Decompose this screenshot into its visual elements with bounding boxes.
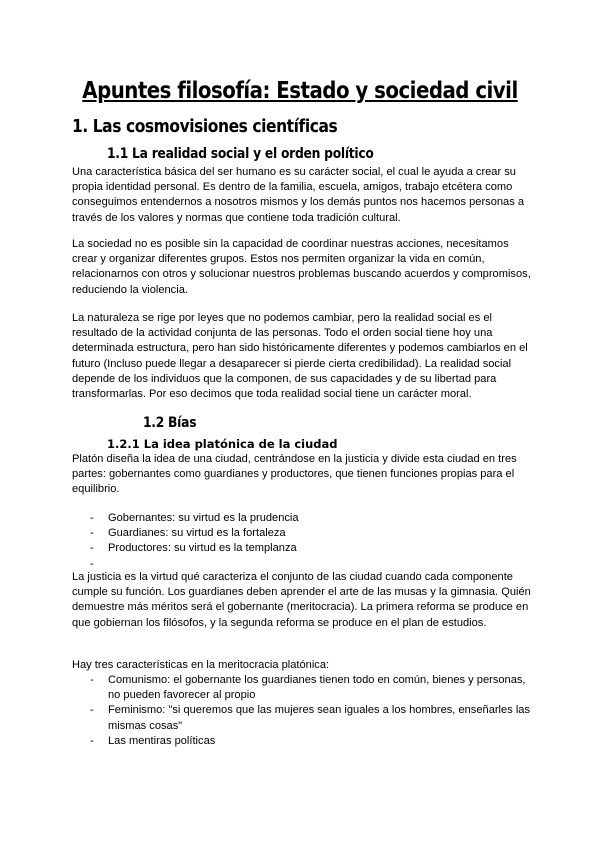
list-item: - Gobernantes: su virtud es la prudencia bbox=[72, 511, 532, 526]
paragraph-platon-ciudad: Platón diseña la idea de una ciudad, centrándose en la justicia y divide esta ciudad en tres partes: gobernantes como guardianes y productores, que tienen funciones propias para el equilibrio. bbox=[72, 453, 517, 496]
paragraph-meritocracia-intro: Hay tres características en la meritocracia platónica: bbox=[72, 659, 330, 671]
paragraph-coordinacion: La sociedad no es posible sin la capacidad de coordinar nuestras acciones, necesitamos crear y organizar diferentes grupos. Estos nos permiten organizar la vida en común, relacionarnos con otros y solucionar nuestros problemas buscando acuerdos y compromisos, reduciendo la violencia. bbox=[72, 238, 531, 296]
paragraph-caracter-social: Una característica básica del ser humano es su carácter social, el cual le ayuda a crear su propia identidad personal. Es dentro de la familia, escuela, amigos, trabajo etcétera como conseguimos entendernos a nosotros mismos y los demás puntos nos hacemos personas a través de los valores y normas que contiene toda tradición cultural. bbox=[72, 166, 525, 224]
paragraph-justicia: La justicia es la virtud qué caracteriza el conjunto de las ciudad cuando cada componente cumple su función. Los guardianes deben aprender el arte de las musas y la gimnasia. Quién demuestre más méritos será el gobernante (meritocracia). La primera reforma se produce en que gobiernan los filósofos, y la segunda reforma se produce en el plan de estudios. bbox=[72, 571, 531, 629]
section-heading-cosmovisiones: 1. Las cosmovisiones científicas bbox=[72, 116, 338, 137]
virtues-list bbox=[72, 511, 532, 572]
subsubsection-heading-idea-platonica: 1.2.1 La idea platónica de la ciudad bbox=[107, 437, 338, 451]
list-item: - Las mentiras políticas bbox=[72, 734, 532, 749]
subsection-heading-bias: 1.2 Bías bbox=[143, 415, 197, 431]
list-item: - Guardianes: su virtud es la fortaleza bbox=[72, 526, 532, 541]
meritocracy-list bbox=[72, 673, 532, 749]
subsection-heading-realidad-social: 1.1 La realidad social y el orden político bbox=[107, 146, 374, 162]
list-item: - Feminismo: "si queremos que las mujeres sean iguales a los hombres, enseñarles las mismas cosas" bbox=[72, 703, 532, 733]
list-item: - Productores: su virtud es la templanza bbox=[72, 541, 532, 556]
document-title: Apuntes filosofía: Estado y sociedad civil bbox=[82, 78, 518, 104]
paragraph-naturaleza: La naturaleza se rige por leyes que no podemos cambiar, pero la realidad social es el resultado de la actividad conjunta de las personas. Todo el orden social tiene hoy una determinada estructura, pero han sido históricamente diferentes y podemos cambiarlos en el futuro (Incluso puede llegar a desaparecer si pierde cierta credibilidad). La realidad social depende de los individuos que la componen, de sus capacidades y de su libertad para transformarlas. Por eso decimos que toda realidad social tiene un carácter moral. bbox=[72, 312, 528, 401]
list-item: - Comunismo: el gobernante los guardianes tienen todo en común, bienes y personas, no pueden favorecer al propio bbox=[72, 673, 532, 703]
